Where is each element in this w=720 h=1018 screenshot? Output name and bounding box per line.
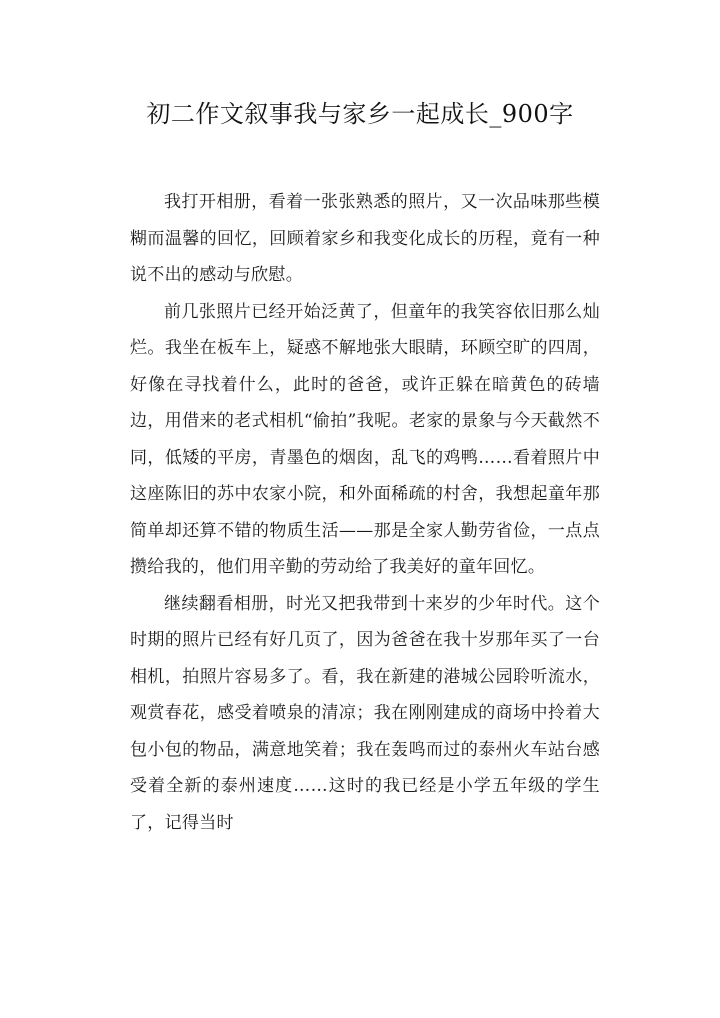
document-body <box>130 184 600 841</box>
paragraph-2: 前几张照片已经开始泛黄了，但童年的我笑容依旧那么灿烂。我坐在板车上，疑惑不解地张大眼睛，环顾空旷的四周，好像在寻找着什么，此时的爸爸，或许正躲在暗黄色的砖墙边，用借来的老式相机“偷拍”我呢。老家的景象与今天截然不同，低矮的平房，青墨色的烟囱，乱飞的鸡鸭……看着照片中这座陈旧的苏中农家小院，和外面稀疏的村舍，我想起童年那简单却还算不错的物质生活——那是全家人勤劳省俭，一点点攒给我的，他们用辛勤的劳动给了我美好的童年回忆。 <box>130 301 600 577</box>
paragraph-3: 继续翻看相册，时光又把我带到十来岁的少年时代。这个时期的照片已经有好几页了，因为爸爸在我十岁那年买了一台相机，拍照片容易多了。看，我在新建的港城公园聆听流水，观赏春花，感受着喷泉的清凉；我在刚刚建成的商场中拎着大包小包的物品，满意地笑着；我在轰鸣而过的泰州火车站台感受着全新的泰州速度……这时的我已经是小学五年级的学生了，记得当时 <box>130 593 600 833</box>
paragraph-1: 我打开相册，看着一张张熟悉的照片，又一次品味那些模糊而温馨的回忆，回顾着家乡和我变化成长的历程，竟有一种说不出的感动与欣慰。 <box>130 192 600 285</box>
document-title: 初二作文叙事我与家乡一起成长_900字 <box>146 100 574 128</box>
